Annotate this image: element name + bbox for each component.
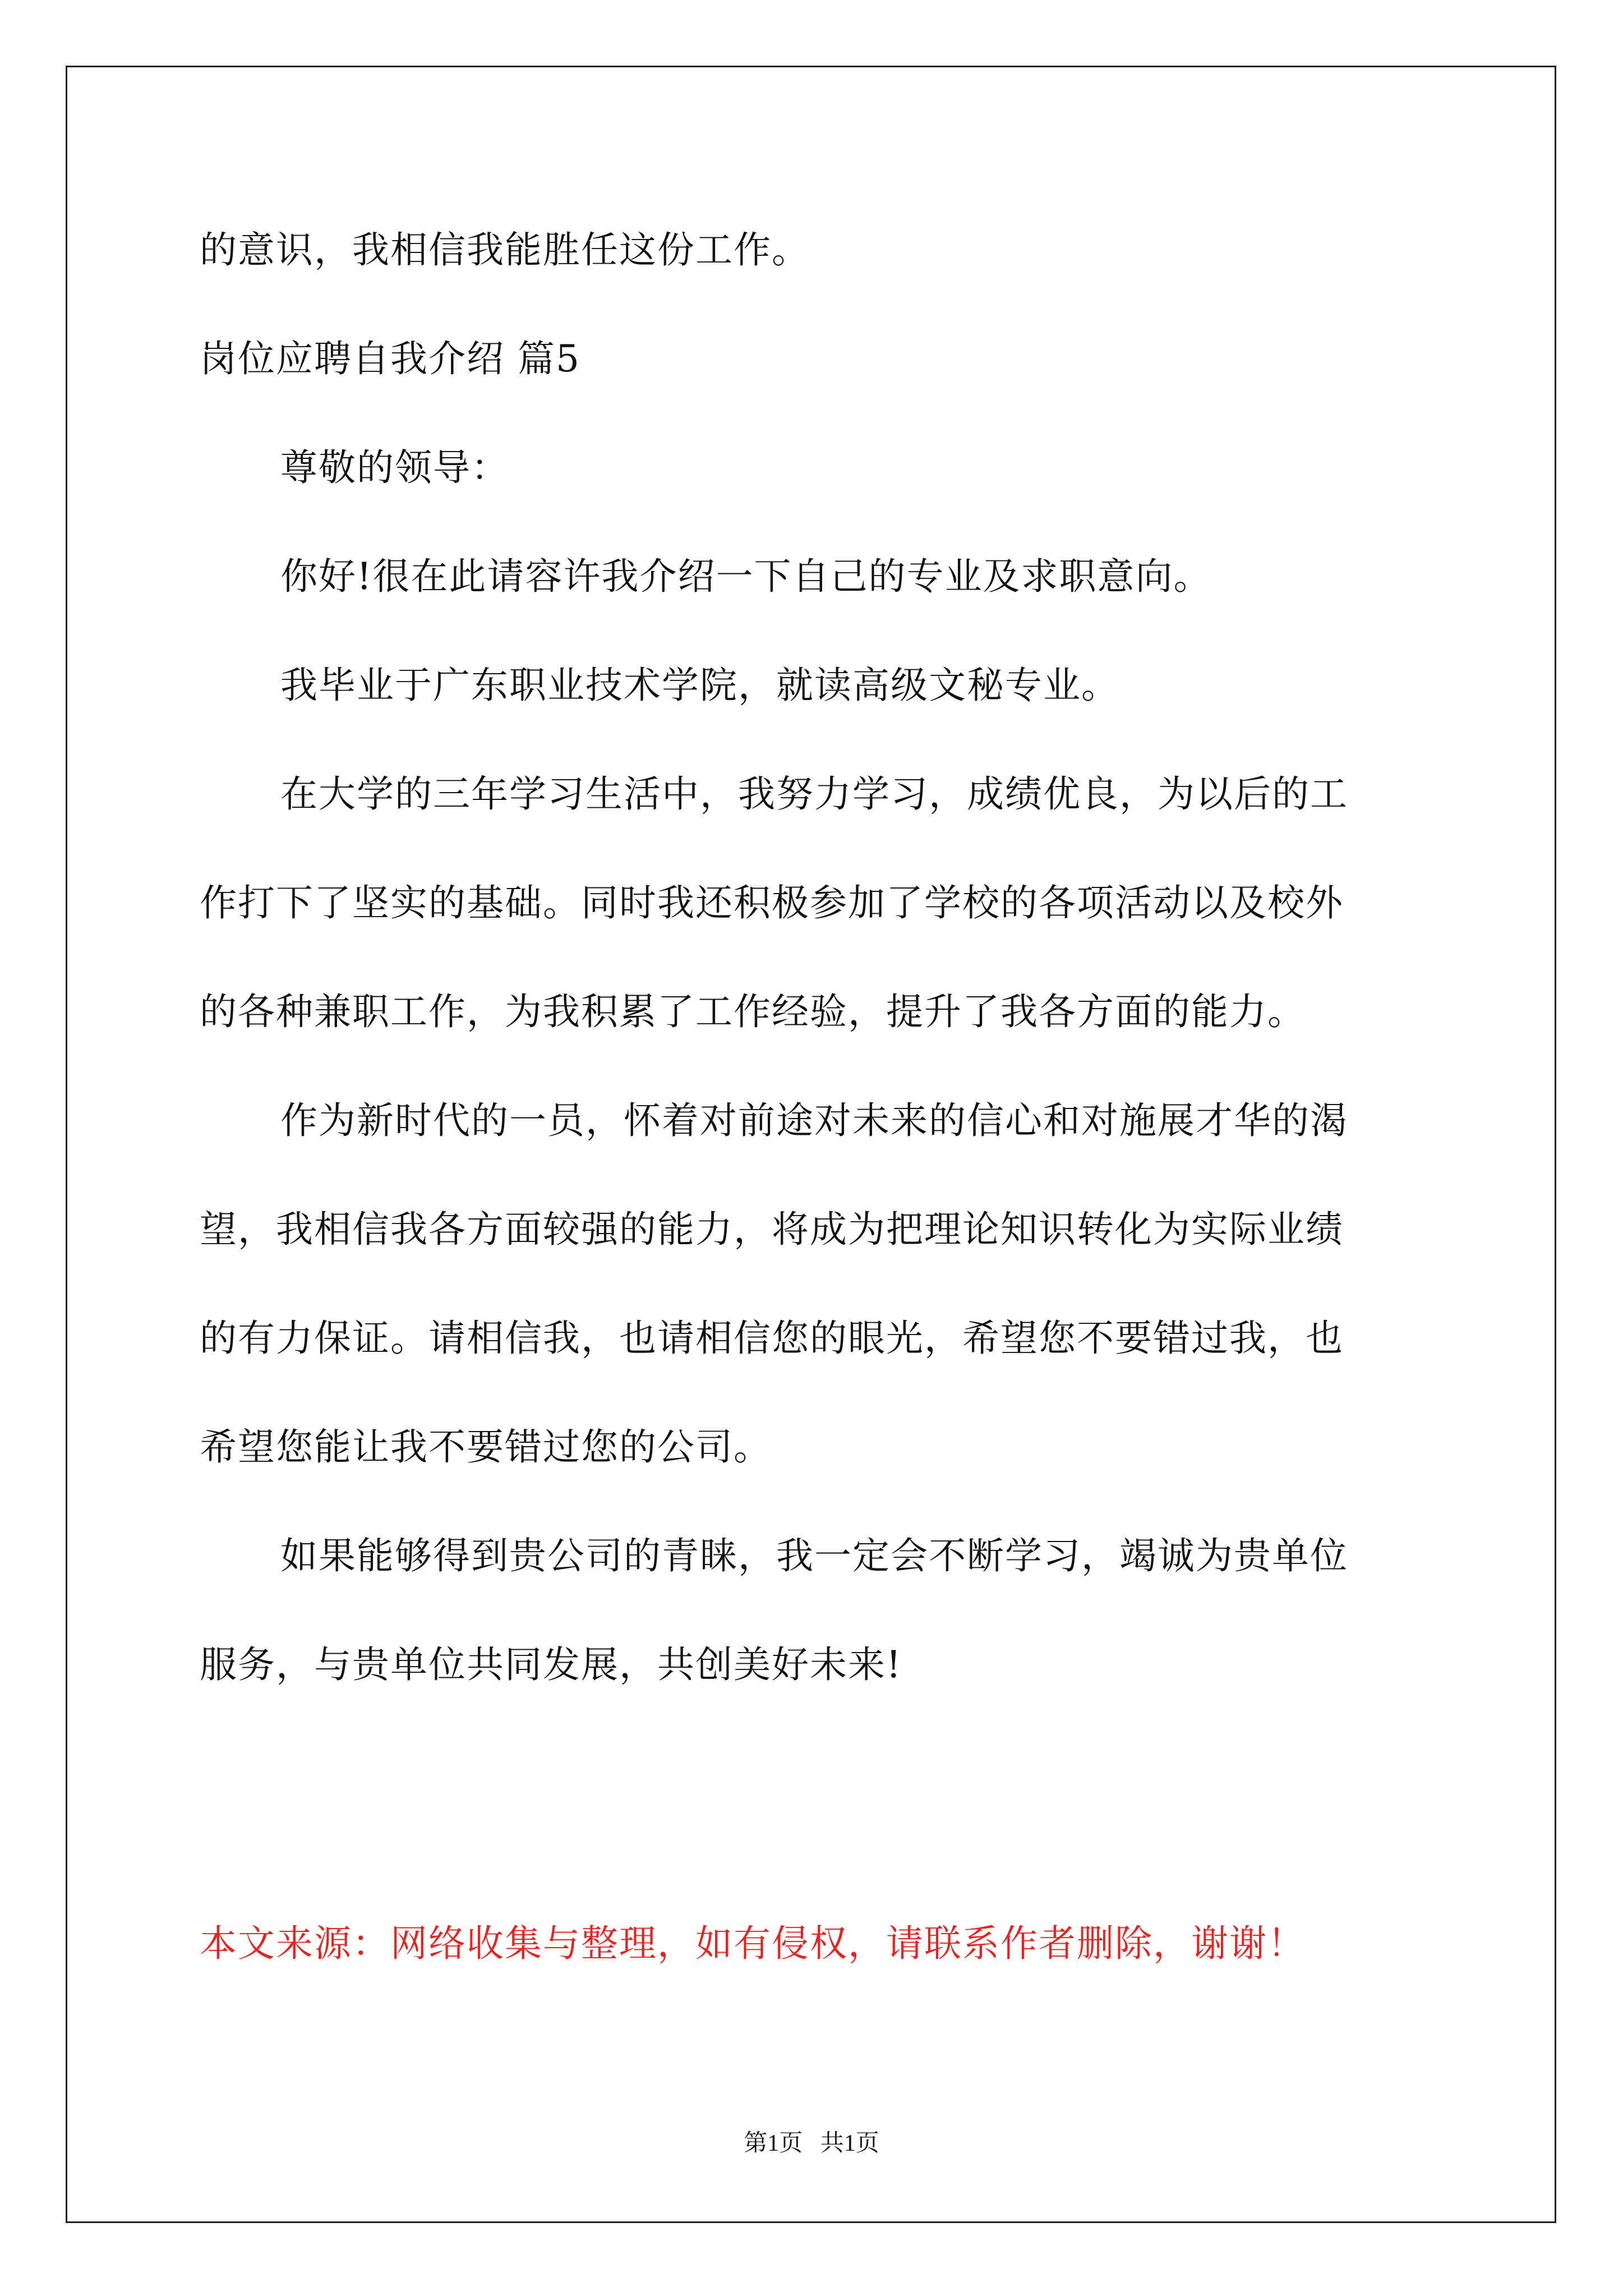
- body-line: 我毕业于广东职业技术学院，就读高级文秘专业。: [280, 664, 1119, 707]
- body-line: 如果能够得到贵公司的青睐，我一定会不断学习，竭诚为贵单位: [280, 1534, 1348, 1577]
- body-line: 在大学的三年学习生活中，我努力学习，成绩优良，为以后的工: [280, 772, 1348, 816]
- page-border: [66, 66, 1556, 2223]
- source-note: 本文来源：网络收集与整理，如有侵权，请联系作者删除，谢谢！: [200, 1922, 1306, 1965]
- body-line: 的各种兼职工作，为我积累了工作经验，提升了我各方面的能力。: [200, 990, 1306, 1033]
- body-line: 服务，与贵单位共同发展，共创美好未来!: [200, 1643, 902, 1686]
- page-number: 第1页 共1页: [744, 2131, 879, 2156]
- body-line: 希望您能让我不要错过您的公司。: [200, 1425, 772, 1469]
- body-line: 的意识，我相信我能胜任这份工作。: [200, 228, 810, 272]
- body-line: 的有力保证。请相信我，也请相信您的眼光，希望您不要错过我，也: [200, 1317, 1344, 1360]
- body-line: 望，我相信我各方面较强的能力，将成为把理论知识转化为实际业绩: [200, 1208, 1344, 1251]
- body-line: 作打下了坚实的基础。同时我还积极参加了学校的各项活动以及校外: [200, 881, 1344, 924]
- salutation: 尊敬的领导：: [280, 446, 509, 489]
- section-heading: 岗位应聘自我介绍 篇5: [200, 337, 580, 380]
- body-line: 你好!很在此请容许我介绍一下自己的专业及求职意向。: [280, 555, 1212, 598]
- body-line: 作为新时代的一员，怀着对前途对未来的信心和对施展才华的渴: [280, 1099, 1348, 1142]
